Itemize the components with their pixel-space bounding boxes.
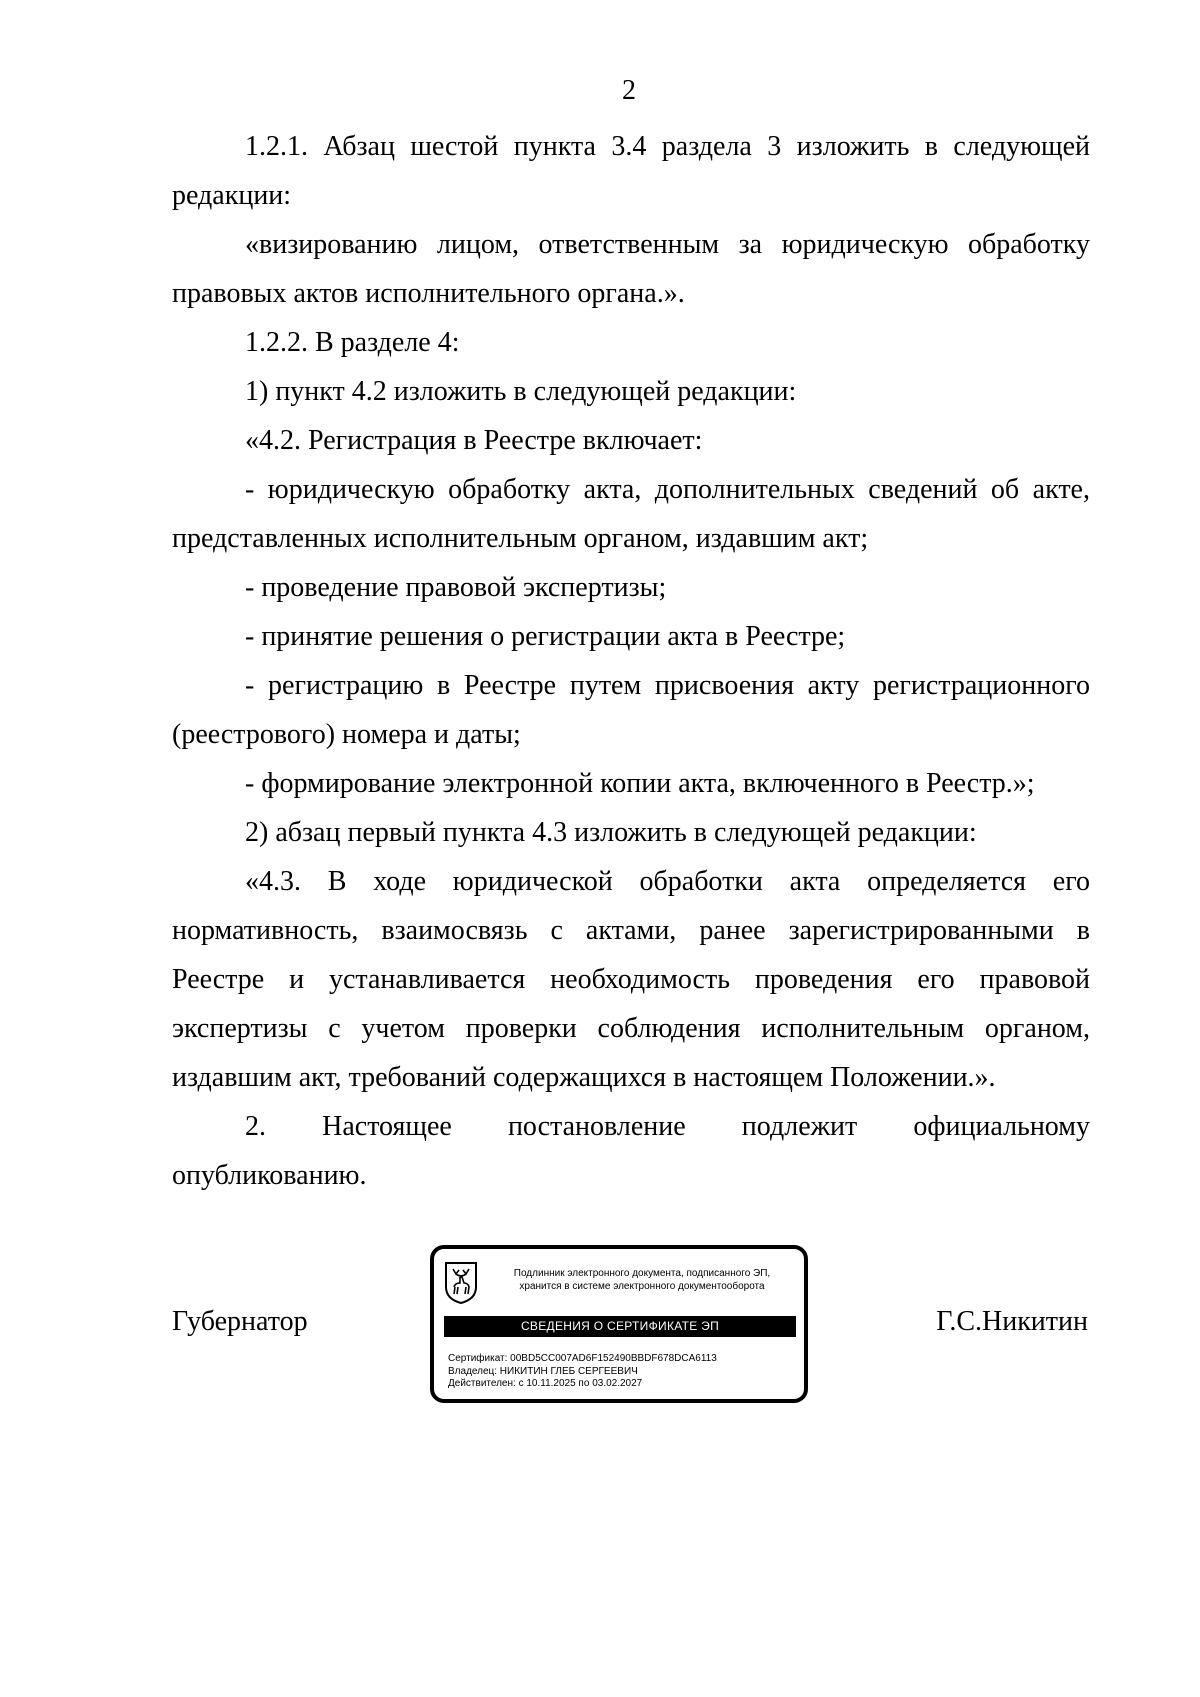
certificate-number: Сертификат: 00BD5CC007AD6F152490BBDF678DCA6113 (448, 1353, 717, 1364)
paragraph: 1.2.1. Абзац шестой пункта 3.4 раздела 3 изложить в следующей редакции: (172, 131, 1090, 211)
paragraph: - юридическую обработку акта, дополнительных сведений об акте, представленных исполнительным органом, издавшим акт; (172, 474, 1090, 554)
signature-block (172, 1245, 1090, 1410)
paragraph: 2. Настоящее постановление подлежит официальному опубликованию. (172, 1111, 1090, 1191)
paragraph: 1) пункт 4.2 изложить в следующей редакции: (245, 376, 797, 407)
certificate-owner: Владелец: НИКИТИН ГЛЕБ СЕРГЕЕВИЧ (448, 1365, 638, 1377)
document-body (172, 122, 1090, 1200)
signer-position: Губернатор (172, 1306, 308, 1337)
paragraph: «визированию лицом, ответственным за юридическую обработку правовых актов исполнительного органа.». (172, 229, 1090, 309)
paragraph: - проведение правовой экспертизы; (245, 572, 667, 603)
deer-coat-of-arms-icon (444, 1261, 478, 1305)
certificate-details (448, 1353, 717, 1391)
paragraph: 2) абзац первый пункта 4.3 изложить в следующей редакции: (245, 817, 977, 848)
paragraph: - принятие решения о регистрации акта в Реестре; (245, 621, 846, 652)
paragraph: 1.2.2. В разделе 4: (245, 327, 460, 358)
paragraph: - регистрацию в Реестре путем присвоения акту регистрационного (реестрового) номера и даты; (172, 670, 1090, 750)
paragraph: «4.2. Регистрация в Реестре включает: (245, 425, 703, 456)
stamp-header: СВЕДЕНИЯ О СЕРТИФИКАТЕ ЭП (444, 1316, 796, 1337)
paragraph: - формирование электронной копии акта, включенного в Реестр.»; (245, 768, 1035, 799)
certificate-validity: Действителен: с 10.11.2025 по 03.02.2027 (448, 1378, 643, 1389)
page-number: 2 (622, 75, 636, 106)
signer-name: Г.С.Никитин (936, 1306, 1088, 1337)
electronic-signature-stamp (430, 1245, 808, 1403)
stamp-note: Подлинник электронного документа, подписанного ЭП, хранится в системе электронного документооборота (513, 1268, 771, 1292)
paragraph: «4.3. В ходе юридической обработки акта определяется его нормативность, взаимосвязь с актами, ранее зарегистрированными в Реестре и устанавливается необходимость проведения его правовой экспертизы с учетом проверки соблюдения исполнительным органом, издавшим акт, требований содержащихся в настоящем Положении.». (172, 866, 1090, 1093)
